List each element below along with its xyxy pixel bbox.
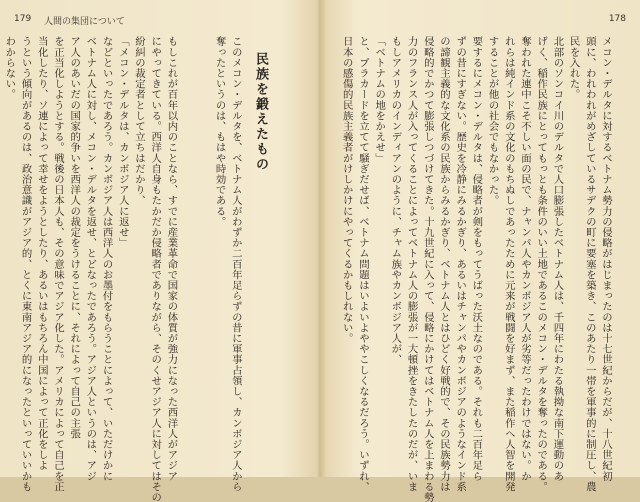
- text-line: うという傾向があるのは、政治意識がアジア的、とくに東南アジア的になったといっていいかも: [19, 36, 32, 492]
- page-number: 178: [608, 14, 626, 24]
- text-line: ア人のあいだの国家的争いを西洋人の裁定をうけることに、それによって自己の主張: [68, 36, 81, 439]
- text-line: 民を入れた。: [567, 36, 580, 100]
- text-line: げく、稲作民族にとってもっとも条件のいい土地であるこのメコン・デルタを奪ったのである。: [535, 36, 548, 492]
- text-line: などといったであろう。カンボジア人は西洋人のお墨付をもらうことによって、いただけかに: [100, 36, 113, 482]
- text-line: 頭に、われわれがめざしているサデクの町に要塞を築き、このあたり一帯を軍事的に制圧し、農: [583, 36, 596, 492]
- text-line: もしこれが百年以内のことなら、すでに産業革命で国家の体質が強力になった西洋人がアジア: [165, 36, 178, 482]
- text-line: 紛糾の裁定者として立ちはだかり、: [132, 36, 145, 206]
- text-line: することが他の社会でもなかった。: [486, 36, 499, 206]
- text-line: このメコン・デルタを、ベトナム人がわずか二百年足らずの昔に軍事占領し、カンボジア人から: [229, 36, 242, 492]
- text-line: 侵略的でかつて膨張しつづけてきた。十九世紀に入って、侵略にかけてはベトナム人を上まわる勢: [421, 36, 434, 502]
- text-line: メコン・デルタに対するベトナム勢力の侵略がはじまったのは十七世紀からだが、十八世紀初: [600, 36, 612, 482]
- text-line: の諦観主義的な文化系の民族からみるかぎり、ベトナム人とはひどく好戦的で、その民族勢力は: [437, 36, 450, 492]
- text-line: ずの昔にすぎない。歴史を冷静にみるかぎり、あるいはチャンパやカンボジアのようなインド系: [454, 36, 467, 492]
- text-line: わからない。: [3, 36, 16, 100]
- text-line: 力のフランス人が入ってくることによってベトナム人の膨張が一大頓挫をきたしたのだが、いま: [405, 36, 418, 492]
- right-page-body: [340, 36, 614, 502]
- text-line: 北部のソンコイ川のデルタで人口膨張したベトナム人は、千四年にわたる執拗な南下運動のあ: [551, 36, 564, 482]
- text-line: 日本の感傷的民族主義者がけしかけにやってくるかもしれない。: [340, 36, 353, 344]
- text-line: 要するにメコン・デルタは、侵略者が剣をもってうばった沃土なのである。それも二百年足ら: [470, 36, 483, 482]
- text-line: 奪ったというのは、もはや時効である。: [213, 36, 226, 227]
- page-number: 179: [14, 14, 32, 24]
- text-line: もしアメリカのインディアンのように、チャム族やカンボジア人が、: [389, 36, 402, 365]
- left-page: [0, 0, 318, 502]
- text-line: 「メコン・デルタは、カンボジア人に返せ」: [116, 36, 129, 248]
- section-title: 民族を鍛えたもの: [253, 52, 268, 172]
- text-line: を正当化しようとする。戦後の日本人も、その意味でアジア化した。アメリカによって自己を正: [51, 36, 64, 492]
- text-line: れらは純インド系の文化のもちぬしであったために元来が戦闘を好まず、また稲作へ人智を開発: [502, 36, 515, 492]
- text-line: [195, 36, 211, 459]
- text-line: ベトナム人に対し、メコン・デルタを返せ、とどなったであろう。アジア人というのは、アジ: [84, 36, 97, 482]
- text-line: と、プラカードを立てて騒ぎだせば、ベトナム問題はいよいよややこしくなるだろう。いずれ、: [356, 36, 369, 492]
- running-head: 人間の集団について: [44, 17, 125, 27]
- text-line: 当化したり、ソ連によって幸せをようとしたり、あるいはもちろん中国によって正化をしよ: [35, 36, 48, 471]
- text-line: [179, 36, 195, 459]
- text-line: 奪われた連中こそ不しい面の民で、ナャンパ人やカンボジア人が劣等だったわけではない。か: [518, 36, 531, 482]
- text-line: にやってきている。西洋人自身もたかだか侵略者でありながら、そのくせアジア人に対してはその: [149, 36, 162, 502]
- text-line: 「ベトナムの地をかえせ」: [373, 36, 386, 164]
- right-page: [322, 0, 640, 502]
- left-page-body: [3, 36, 286, 502]
